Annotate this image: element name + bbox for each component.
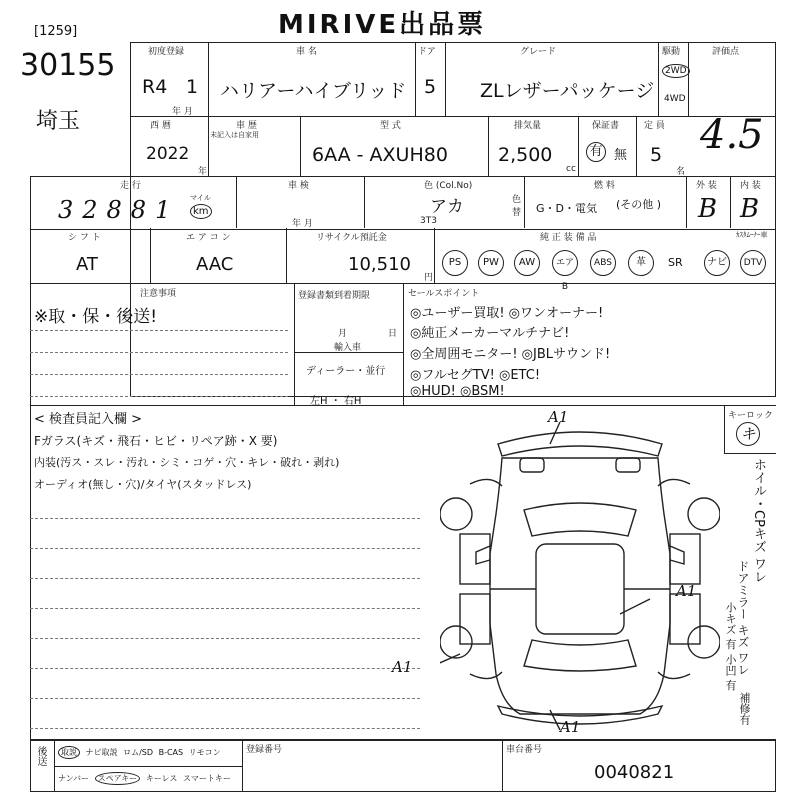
grade: ZLレザーパッケージ: [480, 80, 655, 102]
year: 2022: [146, 144, 190, 164]
displacement: 2,500: [498, 144, 553, 166]
mileage-label: 走 行: [120, 181, 141, 191]
sales-point: ◎HUD! ◎BSM!: [410, 384, 505, 399]
equip-leather: 革: [628, 250, 654, 276]
dotted-line: [30, 578, 420, 579]
damage-mark: A1: [548, 408, 569, 426]
keylock-label: キーロック: [728, 411, 773, 421]
capacity-unit: 名: [676, 167, 686, 177]
exterior-label: 外 装: [696, 181, 717, 191]
history-note: 未記入は自家用: [210, 131, 259, 139]
divider: [208, 42, 209, 116]
equip-dtv: DTV: [740, 250, 766, 276]
equip-navi: ナビ: [704, 250, 730, 276]
doors: 5: [424, 76, 437, 98]
divider: [236, 176, 237, 228]
later-label: 後送: [35, 746, 46, 766]
divider: [524, 176, 525, 228]
dotted-line: [30, 518, 420, 519]
tuner-label: ｶｽﾀﾑｰﾅｰ車: [736, 231, 768, 239]
divider: [415, 42, 416, 116]
recycle: 10,510: [348, 254, 411, 275]
side-note: 補修有: [738, 692, 751, 725]
year-label: 西 暦: [150, 121, 171, 131]
fuel-other: (その他 ): [616, 198, 662, 211]
warranty-yes: 有: [586, 142, 606, 162]
equip-sr: SR: [668, 256, 683, 269]
dotted-line: [30, 608, 420, 609]
sales-label: セールスポイント: [408, 289, 480, 299]
deadline-day: 日: [388, 329, 398, 339]
document-title: MIRIVE出品票: [278, 10, 487, 40]
model-label: 型 式: [380, 121, 401, 131]
recycle-unit: 円: [424, 273, 434, 283]
prefecture: 埼玉: [36, 109, 81, 134]
dotted-line: [30, 728, 420, 729]
divider: [578, 116, 579, 176]
fuel-label: 燃 料: [594, 181, 615, 191]
color-label: 色 (Col.No): [424, 181, 473, 191]
dotted-line: [30, 330, 288, 331]
history-label: 車 歴: [236, 121, 257, 131]
import-label: 輸入車: [334, 343, 362, 353]
damage-mark: A1: [392, 658, 413, 676]
footer-row2: ナンバー スペアキー キーレス スマートキー: [58, 774, 231, 783]
dotted-line: [30, 352, 288, 353]
divider: [434, 228, 435, 284]
divider: [150, 228, 151, 284]
capacity: 5: [650, 144, 663, 166]
year-unit: 年: [198, 167, 208, 177]
divider: [730, 176, 731, 228]
color-no: 3T3: [420, 216, 437, 226]
lot-tag: [1259]: [34, 24, 78, 39]
door-label: ドア: [418, 47, 436, 57]
divider: [364, 176, 365, 228]
divider: [445, 42, 446, 116]
score: 4.5: [700, 112, 764, 158]
grade-label: グレード: [520, 47, 557, 57]
drive-label: 駆動: [662, 47, 681, 57]
notes-text: ※取・保・後送!: [34, 307, 158, 327]
sales-point: ◎全周囲モニター! ◎JBLサウンド!: [410, 347, 611, 362]
warranty-label: 保証書: [592, 121, 620, 131]
divider: [300, 116, 301, 176]
deadline-month: 月: [338, 329, 348, 339]
dotted-line: [30, 374, 288, 375]
divider: [30, 176, 31, 228]
warranty-no: 無: [614, 148, 628, 163]
interior-label: 内 装: [740, 181, 761, 191]
sales-point: ◎フルセグTV! ◎ETC!: [410, 368, 541, 383]
deadline-label: 登録書類到着期限: [298, 291, 371, 301]
shift-label: シ フ ト: [68, 233, 101, 243]
dotted-line: [30, 668, 420, 669]
reg-unit: 年 月: [172, 107, 193, 117]
sales-point: ◎ユーザー買取! ◎ワンオーナー!: [410, 306, 604, 321]
exterior: B: [698, 194, 718, 224]
dotted-line: [30, 698, 420, 699]
car-diagram: [440, 414, 720, 740]
divider: [686, 176, 687, 228]
drive-4wd: 4WD: [664, 94, 686, 104]
divider: [636, 116, 637, 176]
notes-label: 注意事項: [140, 289, 177, 299]
equip-ps: PS: [442, 250, 468, 276]
model: 6AA - AXUH80: [312, 144, 448, 166]
capacity-label: 定 員: [644, 121, 665, 131]
divider: [488, 116, 489, 176]
name-label: 車 名: [296, 47, 317, 57]
ac-label: エ ア コ ン: [186, 233, 231, 243]
chassis-label: 車台番号: [506, 745, 543, 755]
inspection-unit: 年 月: [292, 219, 313, 229]
equip-aw: AW: [514, 250, 540, 276]
color-change: 色替: [512, 195, 522, 218]
score-label: 評価点: [712, 47, 740, 57]
equip-abs: ABS: [590, 250, 616, 276]
keylock-mark: キ: [736, 422, 760, 446]
damage-mark: A1: [676, 582, 697, 600]
inspection-line: Fガラス(キズ・飛石・ヒビ・リペア跡・X 要): [34, 434, 278, 448]
side-note: 小凹 有: [724, 654, 737, 691]
divider: [658, 42, 659, 116]
displacement-unit: cc: [566, 164, 576, 174]
divider: [502, 740, 503, 792]
import-hand: 左H ・ 右H: [310, 396, 362, 407]
side-note: ドアミラー キズ ワレ: [736, 560, 750, 676]
dotted-line: [30, 396, 288, 397]
side-note: ホイル・CPキズ ワレ: [751, 458, 766, 584]
inspection-line: オーディオ(無し・穴)/タイヤ(スタッドレス): [34, 478, 252, 491]
dotted-line: [30, 548, 420, 549]
side-note: 小キズ 有: [724, 602, 737, 650]
divider: [688, 42, 689, 116]
interior: B: [740, 194, 760, 224]
reg-label: 初度登録: [148, 47, 185, 57]
color: アカ: [430, 197, 464, 217]
mileage: 32881: [58, 196, 180, 224]
sales-point: ◎純正メーカーマルチナビ!: [410, 326, 570, 341]
divider: [286, 228, 287, 284]
import-dealer: ディーラー・並行: [306, 366, 386, 377]
reg-era: R4: [142, 76, 168, 98]
reg-no-label: 登録番号: [246, 745, 283, 755]
equip-airbag: エアB: [552, 250, 578, 276]
divider: [54, 766, 242, 767]
fuel: G・D・電気: [536, 202, 597, 215]
drive-2wd: 2WD: [662, 64, 690, 78]
equip-pw: PW: [478, 250, 504, 276]
car-name: ハリアーハイブリッド: [220, 80, 407, 102]
equipment-label: 純 正 装 備 品: [540, 233, 597, 243]
displacement-label: 排気量: [514, 121, 542, 131]
dotted-line: [30, 638, 420, 639]
inspection-title: < 検査員記入欄 >: [34, 412, 143, 427]
recycle-label: リサイクル預託金: [316, 233, 387, 243]
damage-mark: A1: [560, 718, 581, 736]
footer-row1: 取説 ナビ取説 ロム/SD B-CAS リモコン: [58, 746, 221, 759]
ac: AAC: [196, 254, 234, 275]
divider: [242, 740, 243, 792]
lot-number: 30155: [20, 48, 116, 83]
inspection-line: 内装(汚ス・スレ・汚れ・シミ・コゲ・穴・キレ・破れ・剥れ): [34, 456, 340, 469]
mileage-unit: km: [190, 204, 212, 219]
mileage-unit2: マイル: [190, 194, 211, 202]
chassis-number: 0040821: [594, 762, 675, 783]
shift: AT: [76, 254, 98, 275]
divider: [208, 116, 209, 176]
reg-month: 1: [186, 76, 199, 98]
inspection-label: 車 検: [288, 181, 309, 191]
